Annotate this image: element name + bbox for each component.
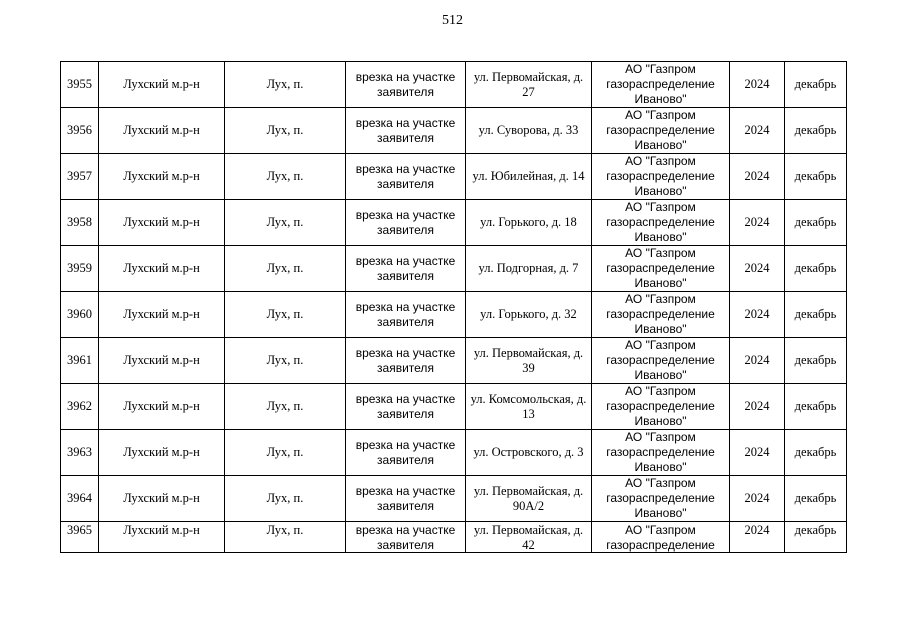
cell-number: 3955 (61, 62, 99, 108)
cell-locality: Лух, п. (225, 430, 346, 476)
cell-district: Лухский м.р-н (99, 476, 225, 522)
cell-locality (225, 522, 346, 553)
cell-district: Лухский м.р-н (99, 200, 225, 246)
cell-work-type: врезка на участке заявителя (346, 338, 466, 384)
cell-district (99, 522, 225, 553)
cell-organization: АО "Газпром газораспределение Иваново" (592, 246, 730, 292)
cell-address-text: ул. Первомайская, д. 42 (473, 523, 584, 552)
cell-year: 2024 (730, 430, 785, 476)
cell-organization: АО "Газпром газораспределение Иваново" (592, 384, 730, 430)
cell-organization (592, 522, 730, 553)
cell-district: Лухский м.р-н (99, 292, 225, 338)
table-body (61, 62, 847, 553)
cell-organization: АО "Газпром газораспределение Иваново" (592, 292, 730, 338)
cell-locality: Лух, п. (225, 108, 346, 154)
table-row (61, 108, 847, 154)
cell-locality: Лух, п. (225, 200, 346, 246)
cell-address: ул. Первомайская, д. 27 (466, 62, 592, 108)
page-number: 512 (442, 13, 463, 28)
records-table (60, 61, 847, 553)
cell-locality: Лух, п. (225, 292, 346, 338)
cell-address: ул. Первомайская, д. 39 (466, 338, 592, 384)
cell-organization: АО "Газпром газораспределение Иваново" (592, 200, 730, 246)
cell-number: 3962 (61, 384, 99, 430)
cell-district: Лухский м.р-н (99, 430, 225, 476)
cell-work-type: врезка на участке заявителя (346, 246, 466, 292)
cell-number: 3957 (61, 154, 99, 200)
cell-month: декабрь (785, 384, 847, 430)
table-row (61, 476, 847, 522)
cell-year: 2024 (730, 154, 785, 200)
table-row (61, 200, 847, 246)
cell-year: 2024 (730, 108, 785, 154)
cell-organization: АО "Газпром газораспределение Иваново" (592, 154, 730, 200)
cell-month: декабрь (785, 292, 847, 338)
cell-address: ул. Горького, д. 18 (466, 200, 592, 246)
cell-month (785, 522, 847, 553)
table-row (61, 338, 847, 384)
cell-month: декабрь (785, 200, 847, 246)
cell-address: ул. Комсомольская, д. 13 (466, 384, 592, 430)
cell-district: Лухский м.р-н (99, 246, 225, 292)
cell-number: 3964 (61, 476, 99, 522)
cell-locality: Лух, п. (225, 154, 346, 200)
cell-address: ул. Юбилейная, д. 14 (466, 154, 592, 200)
cell-locality: Лух, п. (225, 62, 346, 108)
table-row (61, 430, 847, 476)
cell-year (730, 522, 785, 553)
cell-month: декабрь (785, 62, 847, 108)
cell-address: ул. Подгорная, д. 7 (466, 246, 592, 292)
cell-organization: АО "Газпром газораспределение Иваново" (592, 108, 730, 154)
table-row (61, 62, 847, 108)
cell-year: 2024 (730, 384, 785, 430)
table-row (61, 384, 847, 430)
cell-locality: Лух, п. (225, 476, 346, 522)
cell-district: Лухский м.р-н (99, 338, 225, 384)
cell-number: 3956 (61, 108, 99, 154)
cell-district: Лухский м.р-н (99, 108, 225, 154)
cell-month: декабрь (785, 476, 847, 522)
cell-number: 3963 (61, 430, 99, 476)
cell-work-type: врезка на участке заявителя (346, 154, 466, 200)
cell-organization: АО "Газпром газораспределение Иваново" (592, 476, 730, 522)
cell-month: декабрь (785, 246, 847, 292)
cell-organization: АО "Газпром газораспределение Иваново" (592, 430, 730, 476)
cell-number: 3960 (61, 292, 99, 338)
cell-year: 2024 (730, 62, 785, 108)
table-row (61, 246, 847, 292)
cell-work-type: врезка на участке заявителя (346, 62, 466, 108)
cell-year: 2024 (730, 476, 785, 522)
cell-number (61, 522, 99, 553)
cell-work-type-text: врезка на участке заявителя (355, 523, 456, 552)
cell-district-text: Лухский м.р-н (123, 523, 200, 537)
cell-work-type: врезка на участке заявителя (346, 200, 466, 246)
cell-address (466, 522, 592, 553)
cell-month: декабрь (785, 154, 847, 200)
cell-organization: АО "Газпром газораспределение Иваново" (592, 62, 730, 108)
cell-organization: АО "Газпром газораспределение Иваново" (592, 338, 730, 384)
cell-number: 3961 (61, 338, 99, 384)
cell-month: декабрь (785, 108, 847, 154)
cell-work-type (346, 522, 466, 553)
cell-district: Лухский м.р-н (99, 154, 225, 200)
cell-year: 2024 (730, 292, 785, 338)
cell-month: декабрь (785, 338, 847, 384)
table-row (61, 154, 847, 200)
cell-work-type: врезка на участке заявителя (346, 292, 466, 338)
cell-number-text: 3965 (67, 523, 92, 537)
cell-year: 2024 (730, 246, 785, 292)
cell-work-type: врезка на участке заявителя (346, 476, 466, 522)
cell-district: Лухский м.р-н (99, 384, 225, 430)
cell-address: ул. Суворова, д. 33 (466, 108, 592, 154)
cell-address: ул. Горького, д. 32 (466, 292, 592, 338)
cell-year-text: 2024 (744, 523, 770, 537)
cell-locality: Лух, п. (225, 338, 346, 384)
cell-organization-text: АО "Газпром газораспределение (606, 523, 715, 552)
cell-locality-text: Лух, п. (266, 523, 304, 537)
cell-locality: Лух, п. (225, 384, 346, 430)
cell-work-type: врезка на участке заявителя (346, 430, 466, 476)
cell-number: 3959 (61, 246, 99, 292)
cell-year: 2024 (730, 200, 785, 246)
cell-address: ул. Островского, д. 3 (466, 430, 592, 476)
table-row (61, 522, 847, 553)
cell-work-type: врезка на участке заявителя (346, 108, 466, 154)
cell-number: 3958 (61, 200, 99, 246)
cell-month: декабрь (785, 430, 847, 476)
cell-work-type: врезка на участке заявителя (346, 384, 466, 430)
cell-locality: Лух, п. (225, 246, 346, 292)
cell-address: ул. Первомайская, д. 90А/2 (466, 476, 592, 522)
cell-year: 2024 (730, 338, 785, 384)
table-row (61, 292, 847, 338)
cell-month-text: декабрь (794, 523, 837, 537)
cell-district: Лухский м.р-н (99, 62, 225, 108)
